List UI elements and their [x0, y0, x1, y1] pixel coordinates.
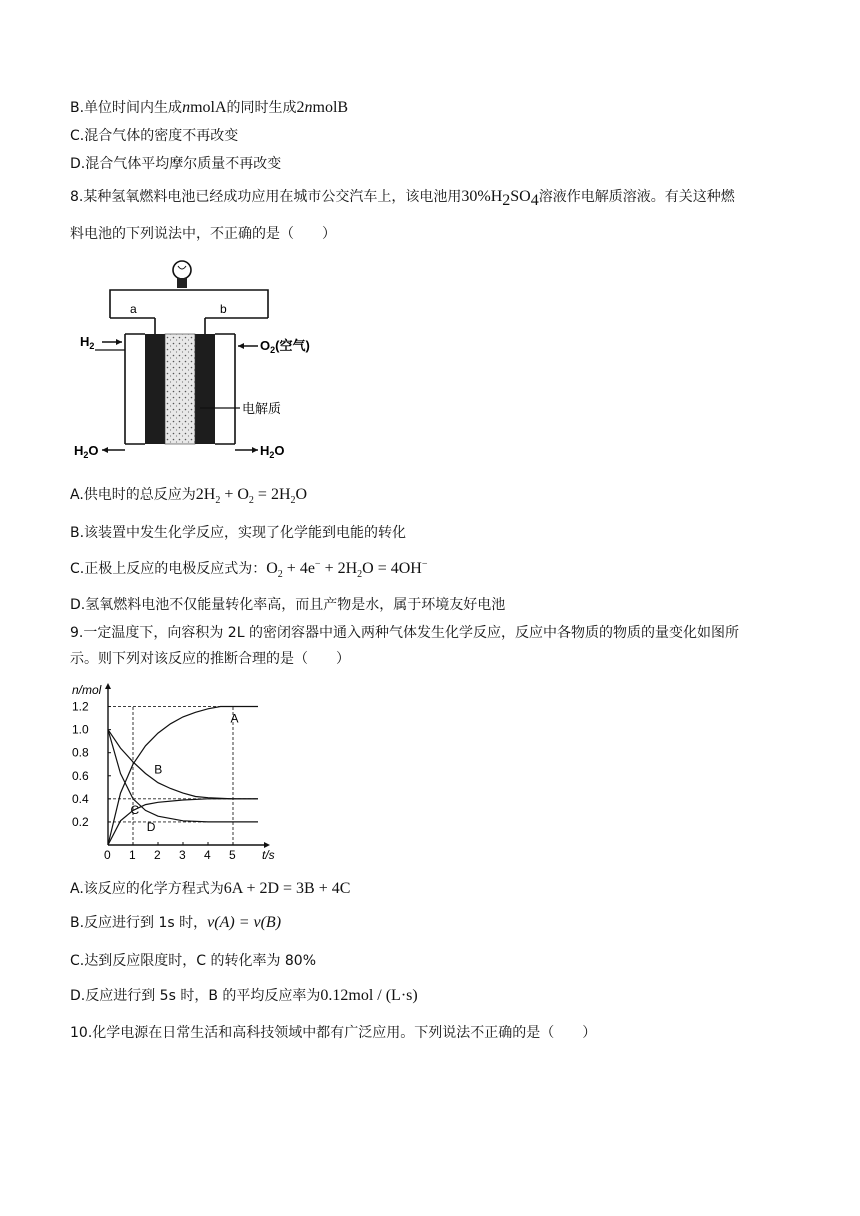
q10-stem: 10.化学电源在日常生活和高科技领域中都有广泛应用。下列说法不正确的是（ ）	[70, 1025, 597, 1041]
q9-stem-line1: 9.一定温度下，向容积为 2L 的密闭容器中通入两种气体发生化学反应，反应中各物质的物质的量变化如图所	[70, 625, 739, 641]
series-label-a: A	[230, 711, 239, 726]
x-tick-label: 5	[229, 848, 236, 862]
series-label-c: C	[130, 802, 140, 817]
q9-option-b: B.反应进行到 1s 时，v(A) = v(B)	[70, 914, 282, 931]
y-tick-label: 0.8	[72, 745, 89, 760]
q9-option-a: A.该反应的化学方程式为6A + 2D = 3B + 4C	[70, 880, 351, 897]
electrolyte-label: 电解质	[242, 401, 282, 416]
y-tick-label: 0.6	[72, 768, 89, 783]
h2o-outlet-left-label: $H_2O$	[74, 443, 99, 460]
q9-option-c: C.达到反应限度时，C 的转化率为 80%	[70, 953, 317, 969]
anode	[145, 334, 165, 444]
y-tick-label: 0.4	[72, 791, 89, 806]
q8-option-a: A.供电时的总反应为$2H_2 + O_2 = 2H_2O$	[70, 486, 308, 507]
q8-stem-line2: 料电池的下列说法中，不正确的是（ ）	[70, 226, 336, 242]
electrode-label-b: b	[220, 302, 227, 316]
q9-chart	[70, 680, 275, 865]
series-label-b: B	[154, 762, 163, 777]
x-tick-label: 4	[204, 848, 211, 862]
light-bulb-icon	[173, 261, 191, 288]
y-axis-label: n/mol	[72, 683, 102, 697]
q8-option-c: C.正极上反应的电极反应式为：$O_2 + 4e^- + 2H_2O = 4OH^-$	[70, 558, 428, 581]
y-tick-label: 0.2	[72, 814, 89, 829]
series-line-b	[108, 730, 258, 799]
y-tick-label: 1.2	[72, 699, 89, 714]
x-tick-label: 3	[179, 848, 186, 862]
q7-option-d: D.混合气体平均摩尔质量不再改变	[70, 156, 282, 172]
q9-stem-line2: 示。则下列对该反应的推断合理的是（ ）	[70, 651, 350, 667]
q8-stem-line1: 8.某种氢氧燃料电池已经成功应用在城市公交汽车上，该电池用$30\%H_2SO_4$溶液作电解质溶液。有关这种燃	[70, 188, 735, 209]
q9-option-d: D.反应进行到 5s 时，B 的平均反应率为0.12mol / (L·s)	[70, 987, 418, 1004]
y-axis-arrow	[105, 683, 111, 689]
electrode-label-a: a	[130, 302, 137, 316]
series-label-d: D	[146, 820, 156, 835]
x-tick-label: 2	[154, 848, 161, 862]
h2o-outlet-right-label: $H_2O$	[260, 443, 285, 460]
x-tick-label: 0	[104, 848, 111, 862]
q8-option-d: D.氢氧燃料电池不仅能量转化率高，而且产物是水，属于环境友好电池	[70, 597, 506, 613]
series-line-a	[108, 707, 258, 846]
h2-inlet-label: $H_2$	[80, 334, 95, 351]
o2-inlet-label: $O_2$(空气)	[260, 338, 310, 355]
cathode	[195, 334, 215, 444]
q7-option-c: C.混合气体的密度不再改变	[70, 128, 239, 144]
x-tick-label: 1	[129, 848, 136, 862]
fuel-cell-diagram	[70, 258, 340, 468]
x-axis-label: t/s	[262, 848, 275, 862]
q8-option-b: B.该装置中发生化学反应，实现了化学能到电能的转化	[70, 525, 407, 541]
q7-option-b: B.单位时间内生成nmolA的同时生成2nmolB	[70, 99, 349, 116]
y-tick-label: 1.0	[72, 722, 89, 737]
electrolyte-region	[165, 334, 195, 444]
